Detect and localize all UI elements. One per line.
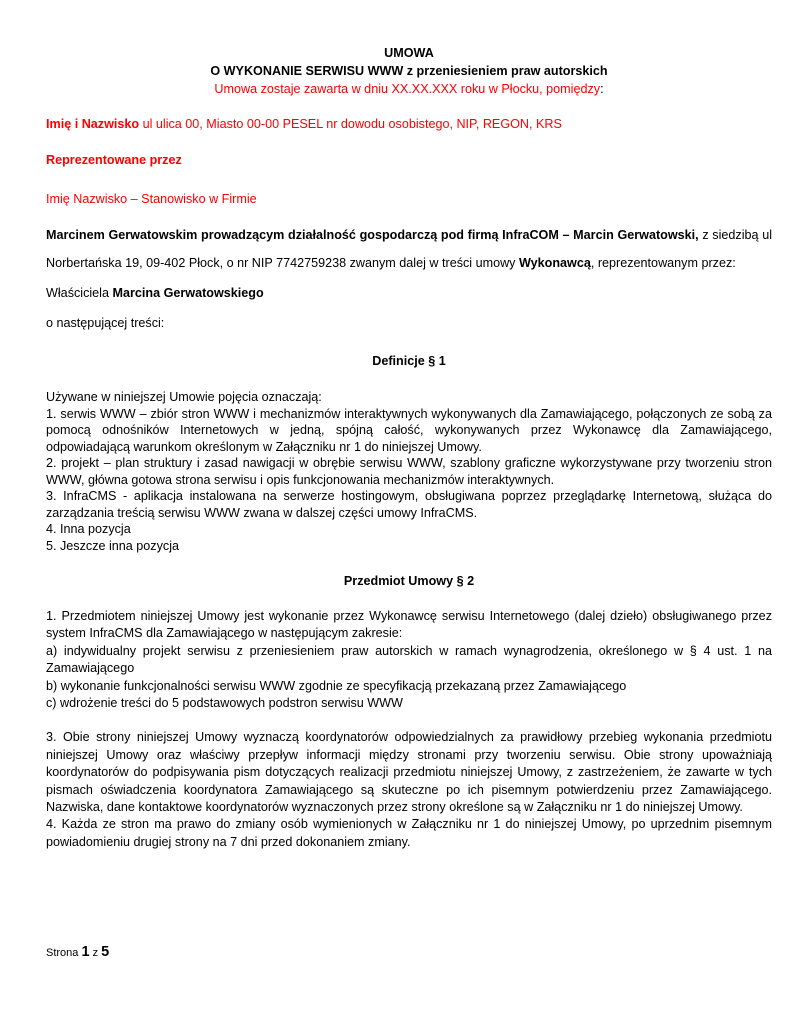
definitions-intro: Używane w niniejszej Umowie pojęcia oznaczają: <box>46 390 322 404</box>
definition-item: 1. serwis WWW – zbiór stron WWW i mechanizmów interaktywnych wykonywanych dla Zamawiającego, połączonych ze sobą za pomocą odnośników Internetowych w jedną, spójną całość, wykonywanych przez Wykonawcę dla Zamawiającego, odpowiadającą warunkom określonym w Załączniku nr 1 do niniejszej Umowy. <box>46 406 772 454</box>
contract-intro-text: Umowa zostaje zawarta w dniu XX.XX.XXX roku w Płocku, pomiędzy <box>214 82 601 96</box>
party2-owner-name: Marcina Gerwatowskiego <box>112 286 264 300</box>
definition-item: 5. Jeszcze inna pozycja <box>46 538 180 553</box>
party2-address: z siedzibą ul Norbertańska 19, 09-402 Płock, o nr NIP 7742759238 zwanym dalej w treści umowy <box>46 228 772 270</box>
document-title: UMOWA <box>384 46 434 60</box>
definition-item: 3. InfraCMS - aplikacja instalowana na serwerze hostingowym, obsługiwana poprzez przeglądarkę Internetową, służąca do zarządzania treścią serwisu WWW zwana w dalszej części umowy InfraCMS. <box>46 489 772 520</box>
party2-name: Marcinem Gerwatowskim prowadzącym działalność gospodarczą pod firmą InfraCOM – Marcin Gerwatowski, <box>46 228 699 242</box>
section1-heading: Definicje § 1 <box>372 354 446 368</box>
party1-details <box>46 115 772 133</box>
party2-owner <box>46 284 772 302</box>
definition-item: 2. projekt – plan struktury i zasad nawigacji w obrębie serwisu WWW, szablony graficzne wykorzystywane przy tworzeniu stron WWW, główna gotowa strona serwisu i opis funkcjonowania mechanizmów interaktywnych. <box>46 456 772 487</box>
party1-address: ul ulica 00, Miasto 00-00 PESEL nr dowodu osobistego, NIP, REGON, KRS <box>139 117 562 131</box>
contract-intro <box>46 80 772 98</box>
page-label: Strona <box>46 947 82 959</box>
current-page-number: 1 <box>81 944 90 960</box>
party1-represented-label: Reprezentowane przez <box>46 153 182 167</box>
party2-role: Wykonawcą <box>518 255 591 270</box>
subject-item: a) indywidualny projekt serwisu z przeniesieniem praw autorskich w ramach wynagrodzenia, określonego w § 4 ust. 1 na Zamawiającego <box>46 643 772 676</box>
change-persons-text: 4. Każda ze stron ma prawo do zmiany osób wymienionych w Załączniku nr 1 do niniejszej Umowy, po uprzednim pisemnym powiadomieniu drugiej strony na 7 dni przed dokonaniem zmiany. <box>46 817 772 849</box>
party2-represented: , reprezentowanym przez: <box>590 255 736 270</box>
coordinators-text: 3. Obie strony niniejszej Umowy wyznaczą koordynatorów odpowiedzialnych za prawidłowy przebieg wykonania przedmiotu niniejszej Umowy oraz właściwy przepływ informacji między stronami przy tworzeniu serwisu. Obie strony upoważniają koordynatorów do podpisywania pism dotyczących realizacji przedmiotu niniejszej Umowy, z zastrzeżeniem, że zawarte w tych pismach oświadczenia koordynatora Zamawiającego są skuteczne po ich pisemnym potwierdzeniu przez Zamawiającego. Nazwiska, dane kontaktowe koordynatorów wyznaczonych przez strony określone są w Załączniku nr 1 do niniejszej Umowy. <box>46 730 772 815</box>
page-footer <box>46 944 109 960</box>
section2-heading: Przedmiot Umowy § 2 <box>343 574 475 588</box>
party2-details <box>46 222 772 277</box>
document-page <box>46 44 772 851</box>
document-subtitle: O WYKONANIE SERWISU WWW z przeniesieniem praw autorskich <box>210 64 608 78</box>
subject-intro: 1. Przedmiotem niniejszej Umowy jest wykonanie przez Wykonawcę serwisu Internetowego (dalej dzieło) obsługiwanego przez system InfraCMS dla Zamawiającego w następującym zakresie: <box>46 609 772 641</box>
subject-paragraph <box>46 608 772 712</box>
definition-item: 4. Inna pozycja <box>46 522 131 536</box>
total-pages-number: 5 <box>101 944 110 960</box>
party1-name: Imię i Nazwisko <box>46 117 140 131</box>
subject-item: b) wykonanie funkcjonalności serwisu WWW zgodnie ze specyfikacją przekazaną przez Zamawiającego <box>46 678 627 693</box>
following-content-label: o następującej treści: <box>46 316 165 330</box>
party2-owner-label: Właściciela <box>46 286 113 300</box>
definitions-list <box>46 389 772 554</box>
coordinators-paragraph <box>46 729 772 851</box>
page-of-label: z <box>89 947 102 959</box>
contract-intro-colon: : <box>600 82 604 96</box>
party1-representative: Imię Nazwisko – Stanowisko w Firmie <box>46 192 257 206</box>
subject-item: c) wdrożenie treści do 5 podstawowych podstron serwisu WWW <box>46 696 403 711</box>
